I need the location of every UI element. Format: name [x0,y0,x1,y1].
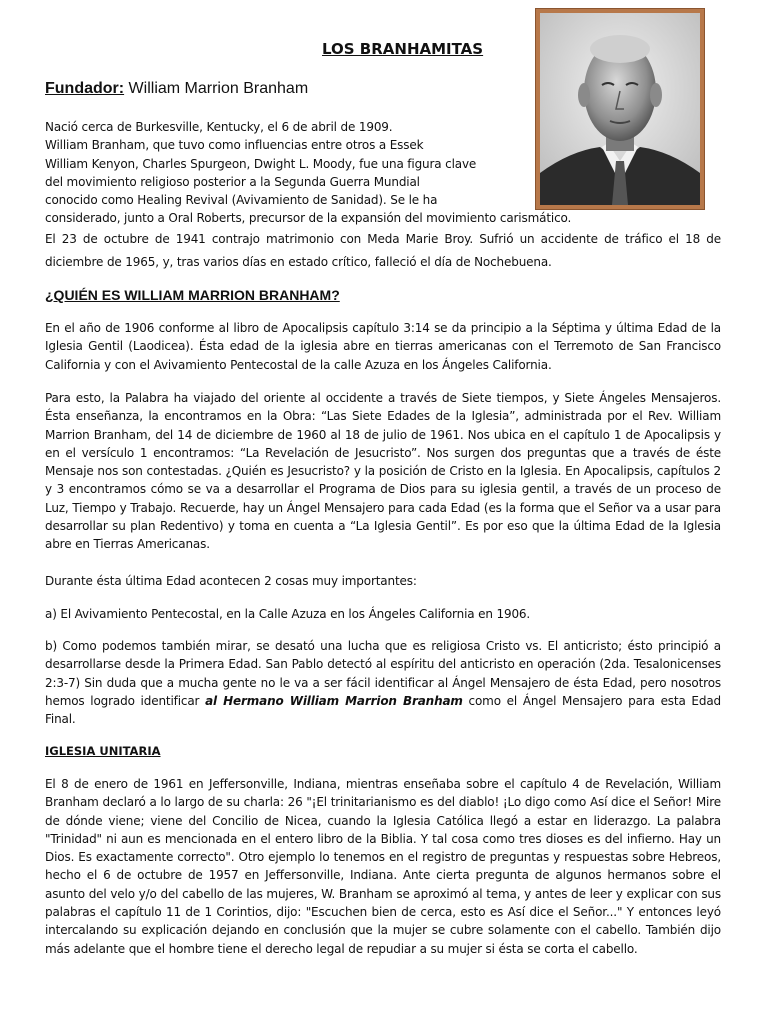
intro-line: del movimiento religioso posterior a la Segunda Guerra Mundial [45,174,420,189]
intro-lines [45,118,721,228]
intro-line: William Kenyon, Charles Spurgeon, Dwight L. Moody, fue una figura clave [45,156,477,171]
paragraph-text: b) Como podemos también mirar, se desató una lucha que es religiosa Cristo vs. El anticristo; ésto principió a desarrollarse desde la Primera Edad. San Pablo detectó al espíritu del anticristo en operación (2da. Tesalonicenses 2:3-7) Sin duda que a mucha gente no le va a ser fácil identificar al Ángel Mensajero de ésta Edad, pero nosotros hemos logrado identificar [45,639,721,708]
paragraph [45,637,721,728]
intro-paragraph: El 23 de octubre de 1941 contrajo matrimonio con Meda Marie Broy. Sufrió un accidente de tráfico el 18 de diciembre de 1965, y, tras varios días en estado crítico, falleció el día de Nochebuena. [45,232,721,269]
founder-name: William Marrion Branham [128,80,309,97]
paragraph-text: como el Ángel Mensajero para esta Edad Final. [45,693,721,727]
paragraph: a) El Avivamiento Pentecostal, en la Calle Azuza en los Ángeles California en 1906. [45,607,531,621]
intro-line: William Branham, que tuvo como influencias entre otros a Essek [45,138,424,153]
founder-line [45,80,308,98]
paragraph: En el año de 1906 conforme al libro de Apocalipsis capítulo 3:14 se da principio a la Séptima y última Edad de la Iglesia Gentil (Laodicea). Ésta edad de la iglesia abre en tierras americanas con el Terremoto de San Francisco California y con el Avivamiento Pentecostal de la calle Azuza en los Ángeles California. [45,321,721,372]
intro-line: Nació cerca de Burkesville, Kentucky, el 6 de abril de 1909. [45,120,393,134]
section-heading: IGLESIA UNITARIA [45,744,161,758]
document-title: LOS BRANHAMITAS [322,40,484,58]
intro-line: conocido como Healing Revival (Avivamiento de Sanidad). Se le ha [45,193,438,208]
paragraph: El 8 de enero de 1961 en Jeffersonville, Indiana, mientras enseñaba sobre el capítulo 4 de Revelación, William Branham declaró a lo largo de su charla: 26 "¡El trinitarianismo es del diablo! ¡Lo digo como Así dice el Señor! Mire de dónde viene; viene del Concilio de Nicea, cuando la Iglesia Católica llegó a estar en liderazgo. La palabra "Trinidad" ni aun es mencionada en el entero libro de la Biblia. Y tal cosa como tres dioses es del infierno. Hay un Dios. Es exactamente correcto". Otro ejemplo lo tenemos en el registro de preguntas y respuestas sobre Hebreos, hecho el 6 de octubre de 1957 en Jeffersonville, Indiana. Ante cierta pregunta de algunos hermanos sobre el asunto del velo y/o del cabello de las mujeres, W. Branham se aproximó al tema, y antes de leer y explicar con sus palabras el capítulo 11 de 1 Corintios, dijo: "Escuchen bien de cerca, esto es Así dice el Señor..." Y entonces leyó intercalando su explicación dejando en conclusión que la mujer se cubre solamente con el cabello. También dijo más adelante que el hombre tiene el derecho legal de repudiar a su mujer si ésta se corta el cabello. [45,777,721,956]
section-heading: ¿QUIÉN ES WILLIAM MARRION BRANHAM? [45,287,340,303]
paragraph: Para esto, la Palabra ha viajado del oriente al occidente a través de Siete tiempos, y Siete Ángeles Mensajeros. Ésta enseñanza, la encontramos en la Obra: “Las Siete Edades de la Iglesia”, administrada por el Rev. William Marrion Branham, del 14 de diciembre de 1960 al 18 de julio de 1961. Nos ubica en el capítulo 1 de Apocalipsis y en el versículo 1 encontramos: “La Revelación de Jesucristo”. Nos surgen dos preguntas que a través de éste Mensaje nos son contestadas. ¿Quién es Jesucristo? y la posición de Cristo en la Iglesia. En Apocalipsis, capítulos 2 y 3 encontramos cómo se va a desarrollar el Programa de Dios para su iglesia gentil, a través de un proceso de Luz, Tiempo y Trabajo. Recuerde, hay un Ángel Mensajero para cada Edad (es la forma que el Señor va a usar para desarrollar su plan Redentivo) y toma en cuenta a “La Iglesia Gentil”. Es por eso que la última Edad de la Iglesia abre en Tierras Americanas. [45,391,721,552]
intro-line: considerado, junto a Oral Roberts, precursor de la expansión del movimiento carismático. [45,211,572,226]
paragraph: Durante ésta última Edad acontecen 2 cosas muy importantes: [45,574,417,588]
founder-label: Fundador: [45,80,125,97]
emphasized-text: al Hermano William Marrion Branham [205,693,463,708]
